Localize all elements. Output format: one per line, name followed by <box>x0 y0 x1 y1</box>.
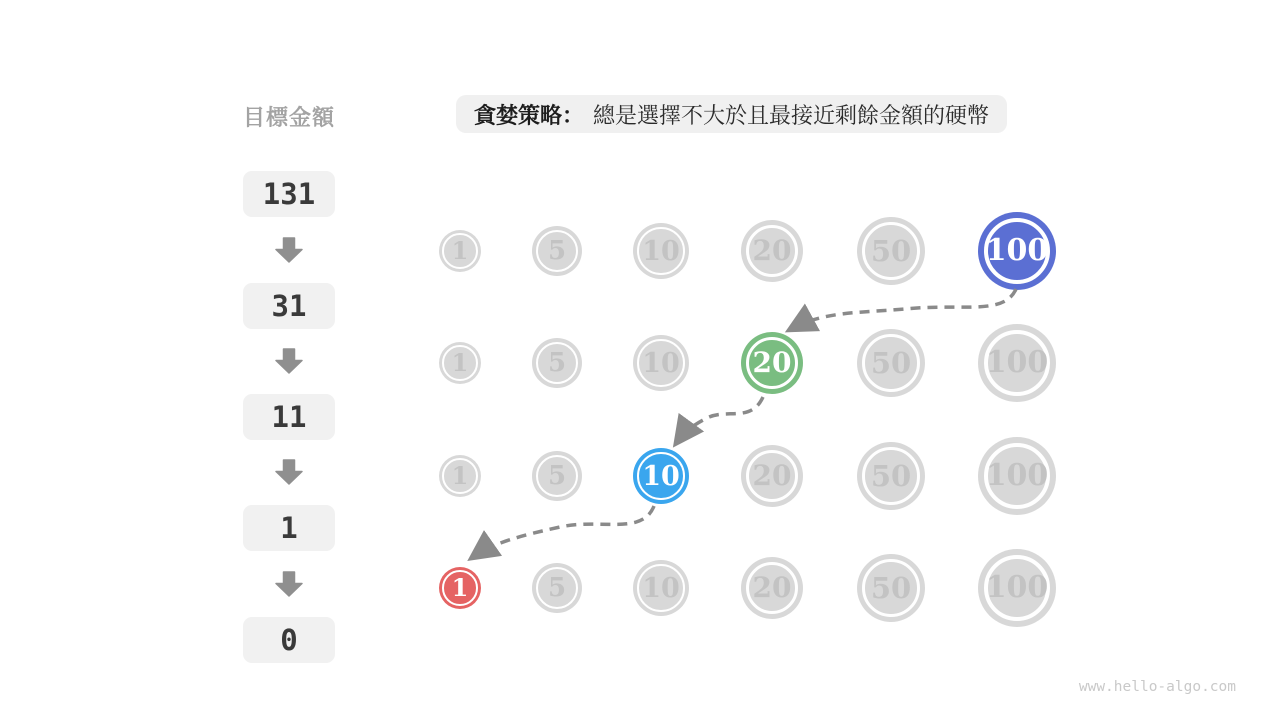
coin-value: 5 <box>547 348 567 378</box>
amount-box-0: 0 <box>243 617 335 663</box>
coin-value: 100 <box>985 458 1049 493</box>
target-amount-label: 目標金額 <box>243 105 336 130</box>
coin-1 <box>439 230 481 272</box>
coin-value: 1 <box>451 348 469 377</box>
down-arrow-icon <box>274 237 304 264</box>
coin-value: 50 <box>870 458 912 493</box>
coin-5 <box>532 226 582 276</box>
coin-5 <box>532 338 582 388</box>
amount-box-1: 1 <box>243 505 335 551</box>
coin-value: 10 <box>642 235 680 267</box>
coin-value: 10 <box>642 572 680 604</box>
coin-10 <box>633 335 689 391</box>
coin-5 <box>532 451 582 501</box>
coin-value: 50 <box>870 570 912 605</box>
coin-50 <box>857 217 925 285</box>
coin-1 <box>439 342 481 384</box>
coin-value: 10 <box>642 460 680 492</box>
coin-20 <box>741 557 803 619</box>
coin-1 <box>439 455 481 497</box>
coin-20 <box>741 445 803 507</box>
coin-100-selected <box>978 212 1056 290</box>
coin-value: 20 <box>752 459 792 492</box>
amount-box-131: 131 <box>243 171 335 217</box>
arrow-20-to-10 <box>677 397 763 442</box>
coin-value: 5 <box>547 573 567 603</box>
coin-100 <box>978 437 1056 515</box>
coin-value: 1 <box>451 236 469 265</box>
coin-5 <box>532 563 582 613</box>
coin-value: 20 <box>752 346 792 379</box>
amount-box-31: 31 <box>243 283 335 329</box>
coin-50 <box>857 554 925 622</box>
arrow-100-to-20 <box>791 289 1016 329</box>
watermark: www.hello-algo.com <box>1078 679 1236 695</box>
coin-value: 50 <box>870 233 912 268</box>
coin-value: 10 <box>642 347 680 379</box>
coin-20 <box>741 220 803 282</box>
coin-value: 20 <box>752 571 792 604</box>
coin-value: 100 <box>985 570 1049 605</box>
coin-50 <box>857 442 925 510</box>
strategy-banner <box>456 95 1007 133</box>
coin-value: 100 <box>985 233 1049 268</box>
coin-value: 50 <box>870 345 912 380</box>
coin-value: 5 <box>547 461 567 491</box>
coin-100 <box>978 549 1056 627</box>
coin-value: 100 <box>985 345 1049 380</box>
coin-value: 1 <box>451 573 469 602</box>
coin-1-selected <box>439 567 481 609</box>
coin-10-selected <box>633 448 689 504</box>
coin-20-selected <box>741 332 803 394</box>
arrow-10-to-1 <box>473 506 654 557</box>
amount-box-11: 11 <box>243 394 335 440</box>
down-arrow-icon <box>274 459 304 486</box>
coin-value: 20 <box>752 234 792 267</box>
down-arrow-icon <box>274 348 304 375</box>
coin-10 <box>633 560 689 616</box>
coin-10 <box>633 223 689 279</box>
down-arrow-icon <box>274 571 304 598</box>
coin-100 <box>978 324 1056 402</box>
coin-50 <box>857 329 925 397</box>
coin-value: 5 <box>547 236 567 266</box>
coin-value: 1 <box>451 461 469 490</box>
strategy-text: 總是選擇不大於且最接近剩餘金額的硬幣 <box>593 102 990 128</box>
strategy-title: 貪婪策略： <box>474 102 585 128</box>
